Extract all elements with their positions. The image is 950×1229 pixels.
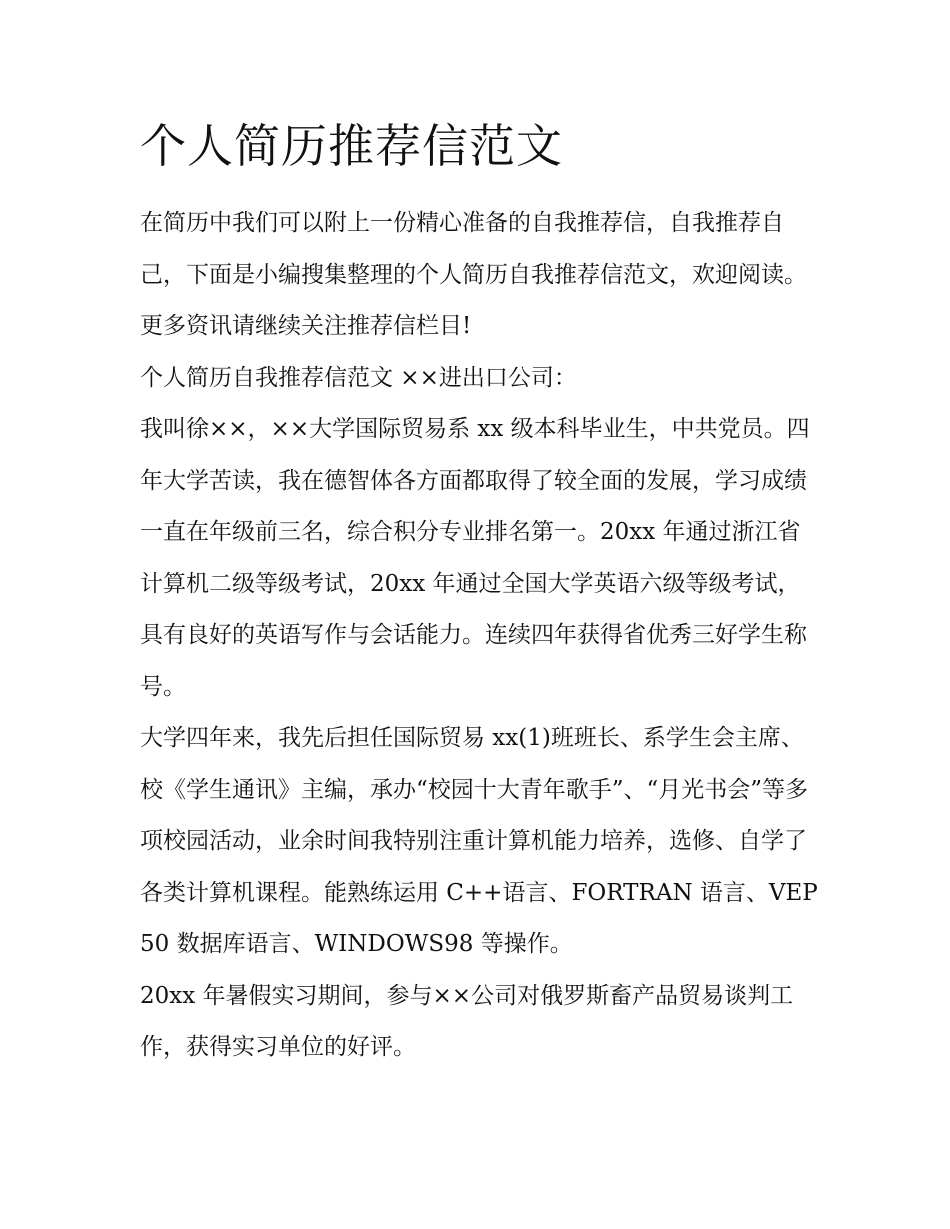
document-body xyxy=(140,112,820,1074)
page-title: 个人简历推荐信范文 xyxy=(140,119,563,173)
paragraph-intro: 在简历中我们可以附上一份精心准备的自我推荐信，自我推荐自己，下面是小编搜集整理的个人简历自我推荐信范文，欢迎阅读。更多资讯请继续关注推荐信栏目! xyxy=(140,210,807,339)
paragraph-salutation: 个人简历自我推荐信范文 ××进出口公司： xyxy=(140,364,577,391)
paragraph-activities: 大学四年来，我先后担任国际贸易 xx(1)班班长、系学生会主席、校《学生通讯》主编，承办“校园十大青年歌手”、“月光书会”等多项校园活动，业余时间我特别注重计算机能力培养，选修、自学了各类计算机课程。能熟练运用 C++语言、FORTRAN 语言、VEP50 数据库语言、WINDOWS98 等操作。 xyxy=(140,725,818,957)
paragraph-internship: 20xx 年暑假实习期间，参与××公司对俄罗斯畜产品贸易谈判工作，获得实习单位的好评。 xyxy=(140,982,794,1060)
paragraph-education: 我叫徐××，××大学国际贸易系 xx 级本科毕业生，中共党员。四年大学苦读，我在德智体各方面都取得了较全面的发展，学习成绩一直在年级前三名，综合积分专业排名第一。20xx 年通过浙江省计算机二级等级考试，20xx 年通过全国大学英语六级等级考试，具有良好的英语写作与会话能力。连续四年获得省优秀三好学生称号。 xyxy=(140,416,810,700)
